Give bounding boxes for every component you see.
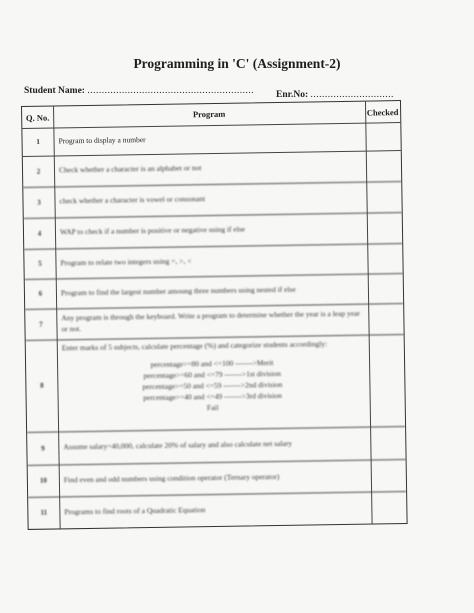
- criteria-line: Fail: [206, 402, 219, 412]
- row-program: Programs to find roots of a Quadratic Equation: [64, 505, 206, 517]
- checked-cell[interactable]: [370, 426, 406, 460]
- student-name-blank: ..........................................................: [87, 86, 255, 96]
- checked-cell[interactable]: [371, 459, 406, 492]
- checked-cell[interactable]: [371, 491, 406, 524]
- row-number: 8: [40, 381, 44, 390]
- row-number: 9: [41, 444, 45, 453]
- row-number: 11: [40, 508, 48, 517]
- criteria-line: percentage>=50 and <=59 ------->2nd division: [142, 379, 283, 392]
- row-number: 4: [37, 229, 42, 238]
- row-program: Program to relate two integers using =, >, <: [60, 256, 192, 268]
- enrollment-number-blank: .............................: [310, 90, 394, 100]
- student-name-label: Student Name:: [24, 86, 85, 96]
- row-number: 10: [39, 476, 47, 485]
- row-program: Check whether a character is an alphabet or not: [58, 163, 202, 175]
- document-title: Programming in 'C' (Assignment-2): [133, 56, 341, 71]
- checked-cell[interactable]: [366, 150, 401, 182]
- checked-cell[interactable]: [369, 334, 405, 427]
- row-number: 1: [36, 137, 40, 146]
- checked-cell[interactable]: [368, 303, 403, 335]
- checked-cell[interactable]: [367, 212, 402, 244]
- checked-cell[interactable]: [365, 122, 400, 151]
- row-program-intro: Enter marks of 5 subjects, calculate percentage (%) and categorize students accordingly:: [61, 339, 328, 353]
- row-number: 7: [39, 320, 43, 329]
- criteria-line: percentage>=40 and <=49 ------->3rd division: [143, 390, 282, 402]
- header-qno: Q. No.: [25, 112, 50, 123]
- student-name-field: [24, 86, 254, 96]
- row-program: check whether a character is vowel or consonant: [59, 194, 206, 206]
- criteria-line: percentage>=80 and <=100 ------->Merit: [150, 358, 274, 370]
- grading-criteria: [62, 357, 363, 416]
- header-program: Program: [192, 108, 226, 120]
- enrollment-number-label: Enr.No:: [276, 90, 309, 100]
- row-program: Program to display a number: [58, 134, 146, 146]
- row-number: 6: [38, 289, 43, 298]
- enrollment-number-field: [276, 90, 394, 100]
- row-program: Program to find the largest number amoung three numbers using nested if else: [60, 284, 296, 298]
- table-row: [28, 491, 406, 529]
- assignment-table: [21, 100, 408, 530]
- row-number: 2: [36, 167, 41, 176]
- row-program: [62, 335, 363, 432]
- row-program: WAP to check if a number is positive or negative using if else: [59, 224, 246, 237]
- row-program: Find even and odd numbers using condition operator (Ternary operator): [63, 471, 280, 485]
- row-number: 3: [37, 198, 41, 207]
- criteria-line: percentage>=60 and <=79 ------->1st division: [143, 368, 281, 381]
- row-program: Any program is through the keyboard. Write a program to determine whether the year is a leap year or not.: [61, 309, 360, 333]
- row-number: 5: [38, 259, 42, 268]
- header-checked: Checked: [366, 106, 399, 118]
- checked-cell[interactable]: [368, 273, 403, 304]
- table-row: [26, 334, 405, 433]
- row-program: Assume salary=40,000, calculate 20% of salary and also calculate net salary: [63, 439, 293, 452]
- checked-cell[interactable]: [367, 243, 402, 274]
- checked-cell[interactable]: [366, 181, 401, 213]
